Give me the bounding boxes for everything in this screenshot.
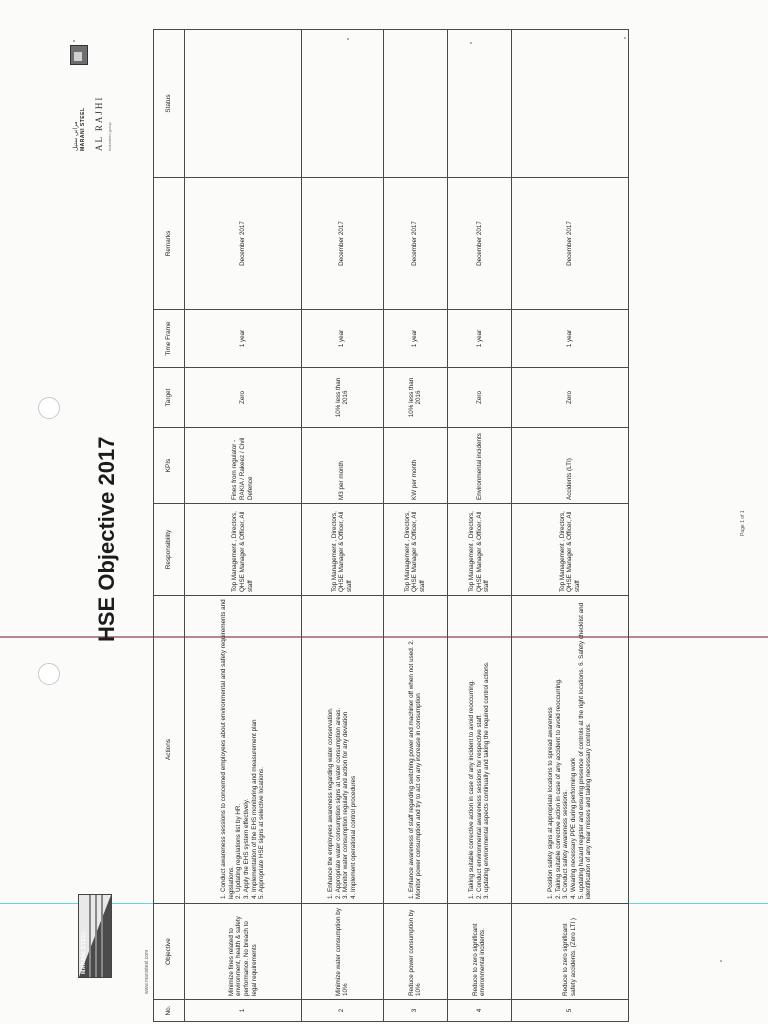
header-responsibility: Responsibility [154, 504, 185, 596]
table-row [512, 30, 629, 1022]
table-row [383, 30, 447, 1022]
logo-group-text: AL RAJHI [94, 95, 104, 151]
page-number: Page 1 of 1 [740, 510, 746, 536]
table-row [447, 30, 511, 1022]
row-actions [301, 596, 383, 904]
row-status [185, 30, 302, 178]
row-target: Zero [512, 368, 629, 428]
table-row [301, 30, 383, 1022]
table-header-row [154, 30, 185, 1022]
action-item: 3. Monitor water consumption regularly and action for any deviation [342, 711, 350, 899]
action-item: 4. Implement operational control procedures [349, 775, 357, 899]
row-no: 2 [301, 1000, 383, 1022]
row-status [447, 30, 511, 178]
header-actions: Actions [154, 596, 185, 904]
action-item: 3. Conduct safety awareness sessions. [562, 789, 570, 899]
left-logo-brand: MARANI STEEL [81, 930, 87, 974]
action-item: 5. Appropriate HSE signs at selective locations. [258, 767, 266, 899]
action-item: 2. Appropriate water consumption signs at water consumption areas. [334, 707, 342, 899]
action-item: 3. Apply the EHS system effectively. [242, 798, 250, 899]
row-responsibility: Top Management , Directors, QHSE Manager & Officer, All staff [383, 504, 447, 596]
logo-brand-text: MARANI STEEL [80, 107, 86, 151]
row-kpis: Environmental incidents [447, 428, 511, 504]
row-kpis: KW per month [383, 428, 447, 504]
row-kpis: Accidents (LTI) [512, 428, 629, 504]
header-objective: Objective [154, 904, 185, 1000]
header-time-frame: Time Frame [154, 310, 185, 368]
row-status [383, 30, 447, 178]
row-objective: Minimize water consumption by 10% [301, 904, 383, 1000]
action-item: 1. Conduct awareness sessions to concerned employees about environmental and safety requirements and legislations. [219, 599, 235, 899]
action-item: 4. Implementation of the EHS monitoring and measurement plan [250, 719, 258, 899]
header-target: Target [154, 368, 185, 428]
row-target: 10% less than 2016 [383, 368, 447, 428]
row-time-frame: 1 year [301, 310, 383, 368]
row-no: 4 [447, 1000, 511, 1022]
row-objective: Reduce to zero significant safety accidents. (Zero LTI ) [512, 904, 629, 1000]
row-no: 5 [512, 1000, 629, 1022]
action-item: Monitor power consumption and try to act on any increase in consumption [415, 693, 423, 899]
row-objective: Reduce power consumption by 10% [383, 904, 447, 1000]
row-kpis: Fines from regulator - RAKIA / Rakeez / Civil Defence [185, 428, 302, 504]
header-kpis: KPIs [154, 428, 185, 504]
action-item: 5. updating hazard register and ensuring presence of controls at the right locations. 6. Safety checklist and identification of any near misses and taking necessary controls. [577, 602, 593, 899]
row-target: 10% less than 2016 [301, 368, 383, 428]
row-responsibility: Top Management , Directors, QHSE Manager & Officer, All staff [447, 504, 511, 596]
marani-alrajhi-logo-right [66, 41, 118, 151]
logo-arabic-text: مراني ستيل [73, 121, 79, 151]
row-time-frame: 1 year [512, 310, 629, 368]
page-title: HSE Objective 2017 [94, 436, 119, 642]
action-item: 1. Taking suitable corrective action in case of any incident to avoid reoccurring. [467, 680, 475, 899]
row-remarks: December 2017 [383, 178, 447, 310]
row-remarks: December 2017 [512, 178, 629, 310]
row-status [301, 30, 383, 178]
header-no: No. [154, 1000, 185, 1022]
row-actions [185, 596, 302, 904]
row-actions [512, 596, 629, 904]
action-item: 1. Enhance awareness of staff regarding switching power and machiner off when not used. 2. [407, 639, 415, 899]
action-item: 2. Updating regulations list by HR. [235, 803, 243, 899]
action-item: 2. Taking suitable corrective action in case of any accident to avoid reoccurring. [554, 678, 562, 899]
row-responsibility: Top Management , Directors, QHSE Manager & Officer, All staff [301, 504, 383, 596]
action-item: 4. Wearing necessary PPE during performing work [570, 757, 578, 899]
row-responsibility: Top Management , Directors, QHSE Manager & Officer, All staff [185, 504, 302, 596]
action-item: 1. Enhance the employees awareness regarding water conservation. [326, 707, 334, 899]
row-target: Zero [447, 368, 511, 428]
logo-tagline: Industries group [107, 122, 112, 151]
logo-mark-icon [70, 45, 88, 65]
row-kpis: M3 per month [301, 428, 383, 504]
action-item: 1. Position safety signs at appropriate locations to spread awareness [547, 707, 555, 899]
row-objective: Reduce to zero significant environmental incidents. [447, 904, 511, 1000]
row-status [512, 30, 629, 178]
row-no: 3 [383, 1000, 447, 1022]
row-time-frame: 1 year [447, 310, 511, 368]
row-actions [383, 596, 447, 904]
header-status: Status [154, 30, 185, 178]
row-responsibility: Top Management , Directors, QHSE Manager & Officer, All staff [512, 504, 629, 596]
row-remarks: December 2017 [301, 178, 383, 310]
row-remarks: December 2017 [447, 178, 511, 310]
row-objective: Minimize fines related to environment, health & safety performance. No breach to legal requirements [185, 904, 302, 1000]
hse-objective-table [153, 29, 629, 1022]
header-remarks: Remarks [154, 178, 185, 310]
marani-steel-logo-left [78, 894, 112, 978]
table-row [185, 30, 302, 1022]
row-time-frame: 1 year [383, 310, 447, 368]
website-url: www.manisteel.com [144, 949, 150, 994]
action-item: 2. Conduct environmental awareness sessions for respective staff. [475, 713, 483, 899]
row-target: Zero [185, 368, 302, 428]
row-remarks: December 2017 [185, 178, 302, 310]
row-no: 1 [185, 1000, 302, 1022]
row-time-frame: 1 year [185, 310, 302, 368]
action-item: 3. updating environmental aspects continually and taking the required control actions. [483, 661, 491, 899]
row-actions [447, 596, 511, 904]
